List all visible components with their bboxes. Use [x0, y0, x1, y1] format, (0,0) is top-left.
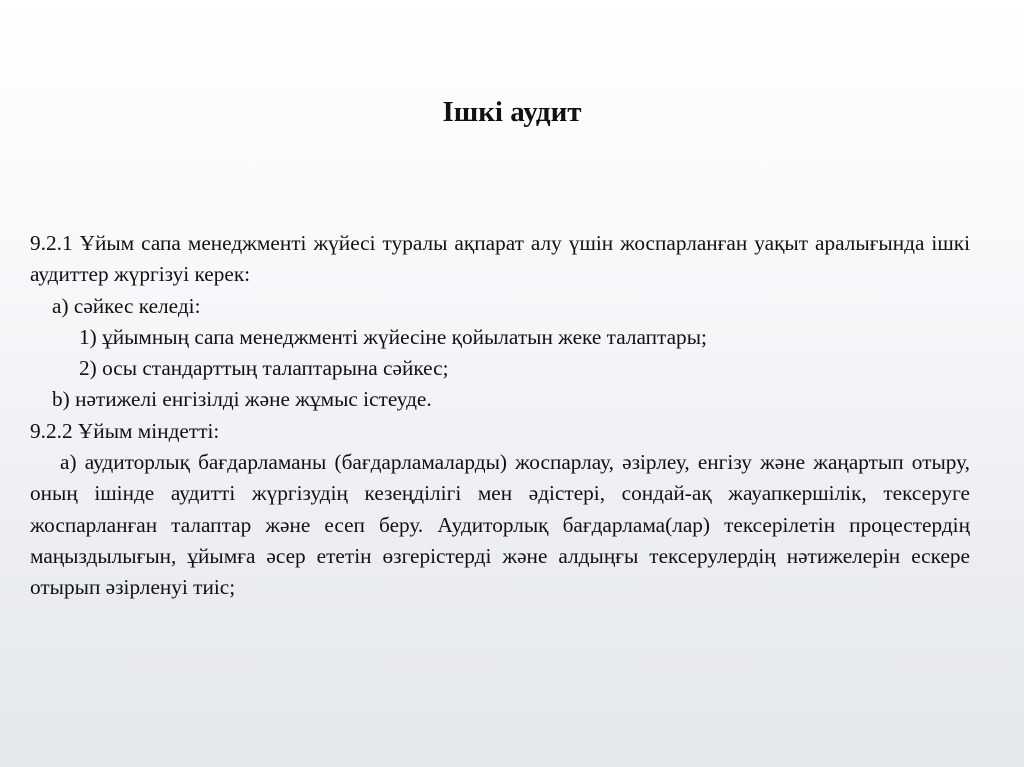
item-b: b) нәтижелі енгізілді және жұмыс істеуде. — [52, 387, 432, 412]
subitem-2: 2) осы стандарттың талаптарына сәйкес; — [79, 356, 449, 381]
slide-title: Ішкі аудит — [442, 96, 582, 128]
subitem-1: 1) ұйымның сапа менеджменті жүйесіне қойылатын жеке талаптары; — [79, 324, 707, 349]
slide-body — [30, 228, 970, 604]
clause-9-2-1: 9.2.1 Ұйым сапа менеджменті жүйесі туралы ақпарат алу үшін жоспарланған уақыт аралығында ішкі аудиттер жүргізуі керек: — [30, 231, 970, 287]
item-a-audit-program: a) аудиторлық бағдарламаны (бағдарламаларды) жоспарлау, әзірлеу, енгізу және жаңартып отыру, оның ішінде аудитті жүргізудің кезеңділігі мен әдістері, сондай-ақ жауапкершілік, тексеруге жоспарланған талаптар және есеп беру. Аудиторлық бағдарлама(лар) тексерілетін процестердің маңыздылығын, ұйымға әсер ететін өзгерістерді және алдыңғы тексерулердің нәтижелерін ескере отырып әзірленуі тиіс; — [30, 450, 970, 600]
clause-9-2-2: 9.2.2 Ұйым міндетті: — [30, 418, 220, 443]
item-a: a) сәйкес келеді: — [52, 293, 201, 318]
